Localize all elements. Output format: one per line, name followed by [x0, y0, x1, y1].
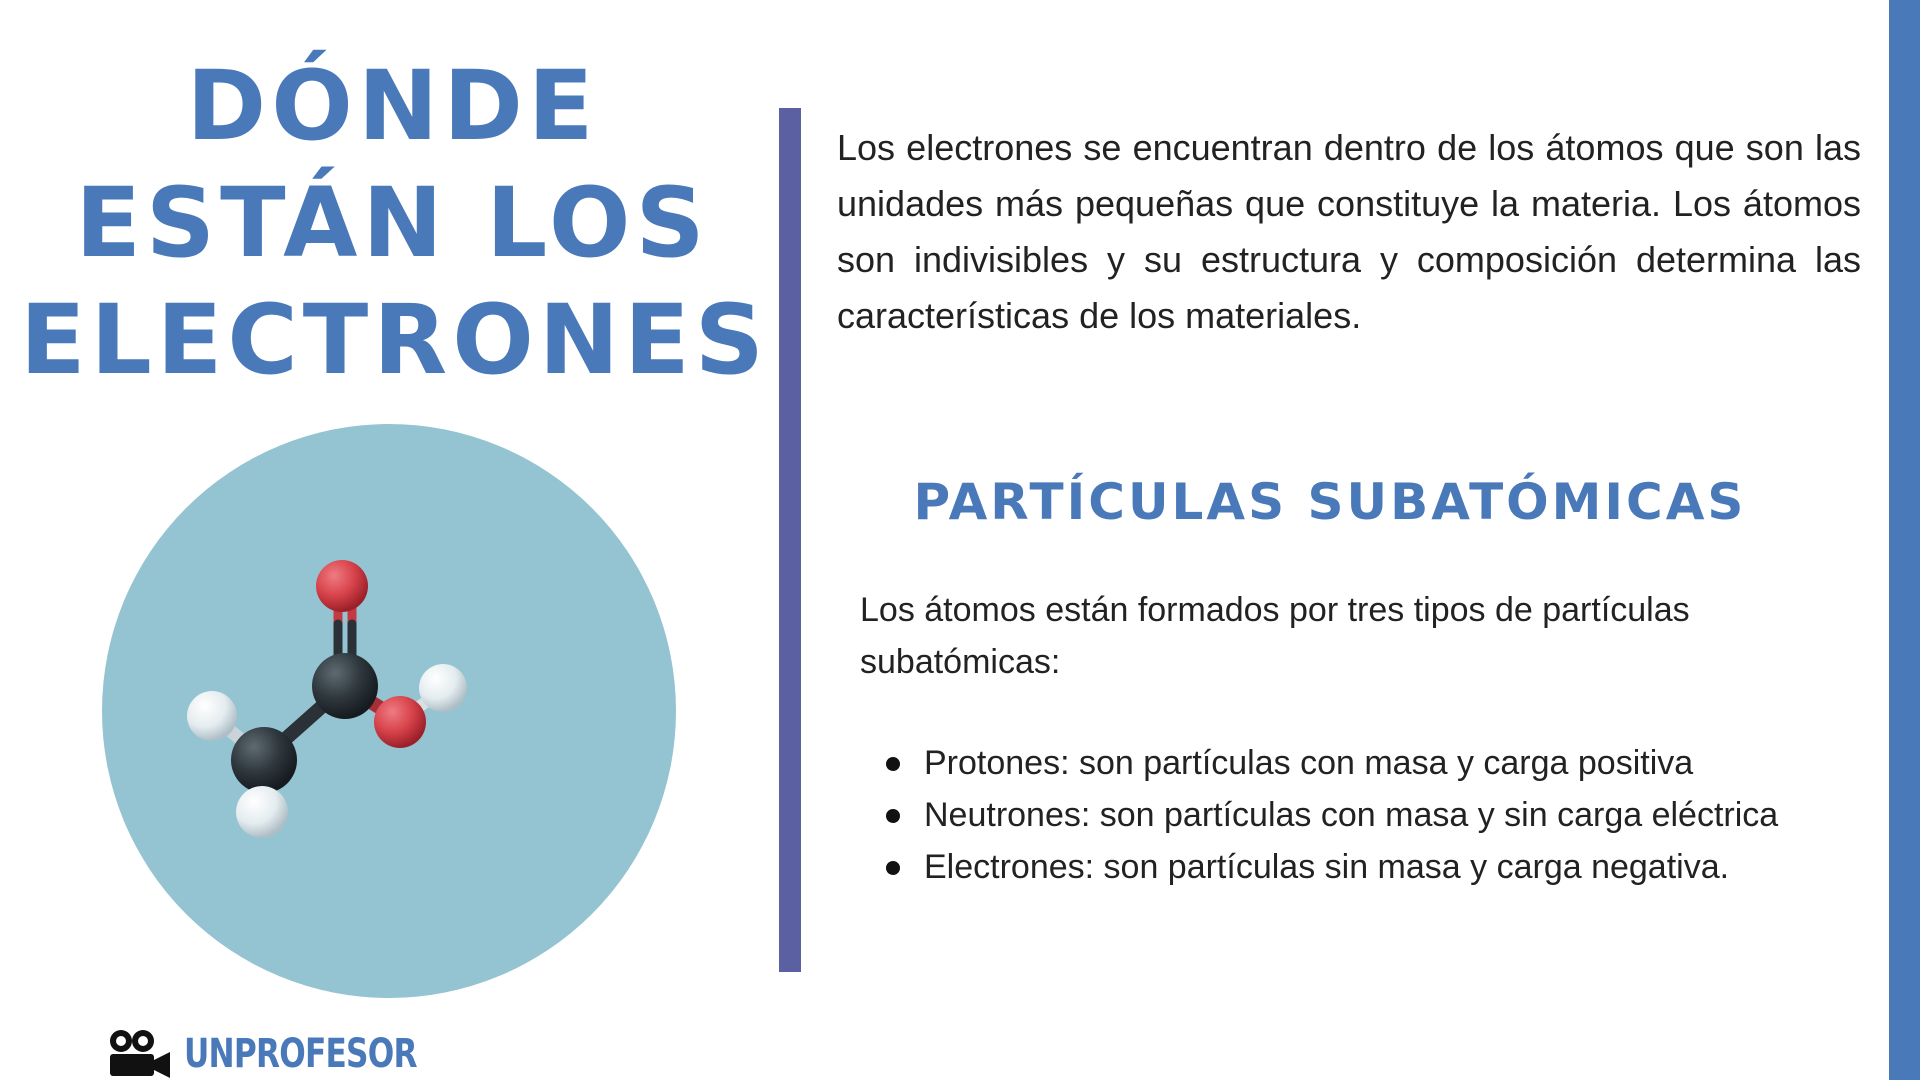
title-line-2: ESTÁN LOS: [75, 167, 710, 279]
title-line-3: ELECTRONES: [20, 284, 769, 396]
vertical-divider: [779, 108, 801, 972]
particle-list: [880, 737, 1880, 893]
film-camera-icon: [106, 1028, 178, 1080]
list-item-electrons: Electrones: son partículas sin masa y carga negativa.: [880, 841, 1880, 893]
right-accent-band: [1889, 0, 1920, 1080]
title-line-1: DÓNDE: [186, 50, 599, 162]
brand-logo: [106, 1026, 482, 1082]
molecule-icon: [102, 424, 676, 998]
list-item-protons: Protones: son partículas con masa y carga positiva: [880, 737, 1880, 789]
page-title: [20, 48, 769, 399]
section-title: PARTÍCULAS SUBATÓMICAS: [913, 473, 1747, 531]
logo-text: UNPROFESOR: [184, 1031, 417, 1077]
section-lead: Los átomos están formados por tres tipos de partículas subatómicas:: [860, 591, 1690, 681]
intro-paragraph: Los electrones se encuentran dentro de los átomos que son las unidades más pequeñas que constituye la materia. Los átomos son indivisibles y su estructura y composición determina las características de los materiales.: [837, 127, 1861, 336]
list-item-neutrons: Neutrones: son partículas con masa y sin carga eléctrica: [880, 789, 1880, 841]
